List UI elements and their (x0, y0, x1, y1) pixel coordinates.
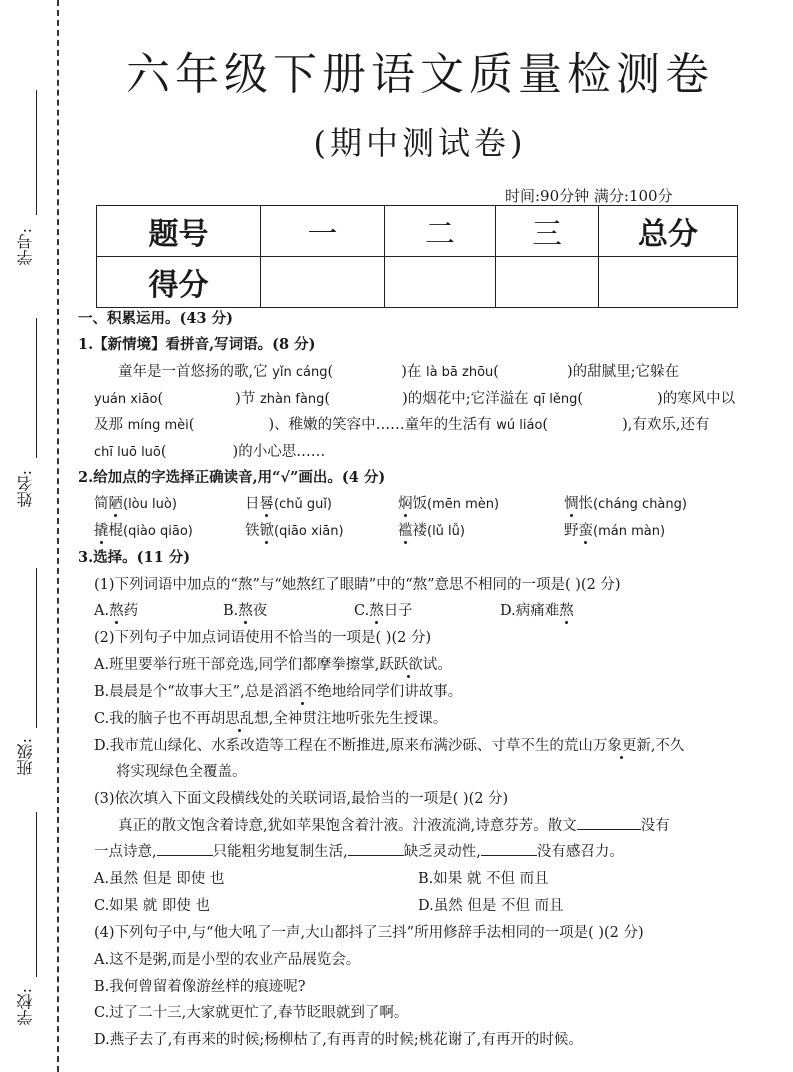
section-heading: 一、积累运用。(43 分) (78, 310, 233, 327)
pinyin-item: 撬棍(qiào qiāo) (94, 523, 193, 539)
score-cell[interactable] (496, 257, 599, 308)
name-field[interactable] (36, 318, 37, 458)
time-info: 时间:90分钟 满分:100分 (505, 187, 673, 205)
option: A.这不是粥,而是小型的农业产品展览会。 (94, 952, 361, 968)
score-table-header-row (97, 206, 738, 257)
score-cell[interactable] (599, 257, 738, 308)
option: A.熬药 (94, 603, 139, 619)
page-title: 六年级下册语文质量检测卷 (126, 49, 714, 100)
score-header-cell: 题号 (97, 206, 261, 257)
pinyin-item: 焖饭(mēn mèn) (398, 496, 500, 512)
passage-line: 真正的散文饱含着诗意,犹如苹果饱含着汁液。汁液流淌,诗意芬芳。散文 没有 (118, 818, 670, 834)
name-label: 姓名: (16, 470, 35, 508)
option: D.燕子去了,有再来的时候;杨柳枯了,有再青的时候;桃花谢了,有再开的时候。 (94, 1032, 583, 1048)
question-1-line: yuán xiāo( )节 zhàn fàng( )的烟花中;它洋溢在 qī lěng( )的寒风中以 (94, 391, 736, 407)
pinyin-item: 褴褛(lǔ lǚ) (398, 523, 465, 539)
question-3-title: 3.选择。(11 分) (78, 549, 191, 566)
option: D.病痛难熬 (500, 603, 574, 619)
pinyin-item: 野蛮(mán màn) (564, 523, 666, 539)
passage-line: 一点诗意, 只能粗劣地复制生活, 缺乏灵动性, 没有感召力。 (94, 844, 624, 860)
score-header-cell: 三 (496, 206, 599, 257)
score-header-cell: 一 (261, 206, 385, 257)
score-cell[interactable] (261, 257, 385, 308)
pinyin-item: 惆怅(cháng chàng) (564, 496, 687, 512)
subquestion-1: (1)下列词语中加点的“熬”与“她熬红了眼睛”中的“熬”意思不相同的一项是( )(2 分) (94, 577, 621, 593)
class-label: 班级: (16, 738, 35, 776)
score-row-label: 得分 (97, 257, 261, 308)
class-field[interactable] (36, 568, 37, 728)
page-subtitle: (期中测试卷) (313, 124, 527, 162)
option: B.晨晨是个“故事大王”,总是滔滔不绝地给同学们讲故事。 (94, 684, 463, 700)
question-2-title: 2.给加点的字选择正确读音,用“√”画出。(4 分) (78, 469, 386, 486)
school-label: 学校: (16, 988, 35, 1026)
student-id-label: 学号: (16, 228, 35, 266)
option: 将实现绿色全覆盖。 (116, 764, 247, 780)
subquestion-4: (4)下列句子中,与“他大吼了一声,大山都抖了三抖”所用修辞手法相同的一项是( )(2 分) (94, 925, 644, 941)
pinyin-item: 铁锨(qiāo xiān) (245, 523, 344, 539)
option: C.熬日子 (354, 603, 413, 619)
pinyin-item: 简陋(lòu luò) (94, 496, 177, 512)
question-1-line: 及那 míng mèi( )、稚嫩的笑容中……童年的生活有 wú liáo( ),有欢乐,还有 (94, 417, 710, 433)
question-1-line: chī luō luō( )的小心思…… (94, 444, 326, 460)
score-header-cell: 总分 (599, 206, 738, 257)
subquestion-2: (2)下列句子中加点词语使用不恰当的一项是( )(2 分) (94, 630, 432, 646)
option: C.过了二十三,大家就更忙了,春节眨眼就到了啊。 (94, 1005, 409, 1021)
score-cell[interactable] (385, 257, 496, 308)
score-table-score-row (97, 257, 738, 308)
option: A.虽然 但是 即使 也 (94, 871, 225, 887)
option: B.我何曾留着像游丝样的痕迹呢? (94, 979, 306, 995)
score-header-cell: 二 (385, 206, 496, 257)
option: C.我的脑子也不再胡思乱想,全神贯注地听张先生授课。 (94, 711, 448, 727)
option: B.如果 就 不但 而且 (418, 871, 549, 887)
option: B.熬夜 (223, 603, 268, 619)
option: A.班里要举行班干部竞选,同学们都摩拳擦掌,跃跃欲试。 (94, 657, 452, 673)
question-1-line: 童年是一首悠扬的歌,它 yǐn cáng( )在 là bā zhōu( )的甜腻里;它躲在 (118, 364, 680, 380)
question-1-title: 1.【新情境】看拼音,写词语。(8 分) (78, 336, 316, 353)
option: C.如果 就 即使 也 (94, 898, 211, 914)
option: D.虽然 但是 不但 而且 (418, 898, 564, 914)
school-field[interactable] (36, 812, 37, 977)
subquestion-3: (3)依次填入下面文段横线处的关联词语,最恰当的一项是( )(2 分) (94, 791, 509, 807)
pinyin-item: 日晷(chǔ guǐ) (245, 496, 333, 512)
score-table (96, 205, 738, 308)
option: D.我市荒山绿化、水系改造等工程在不断推进,原来布满沙砾、寸草不生的荒山万象更新,不久 (94, 738, 685, 754)
